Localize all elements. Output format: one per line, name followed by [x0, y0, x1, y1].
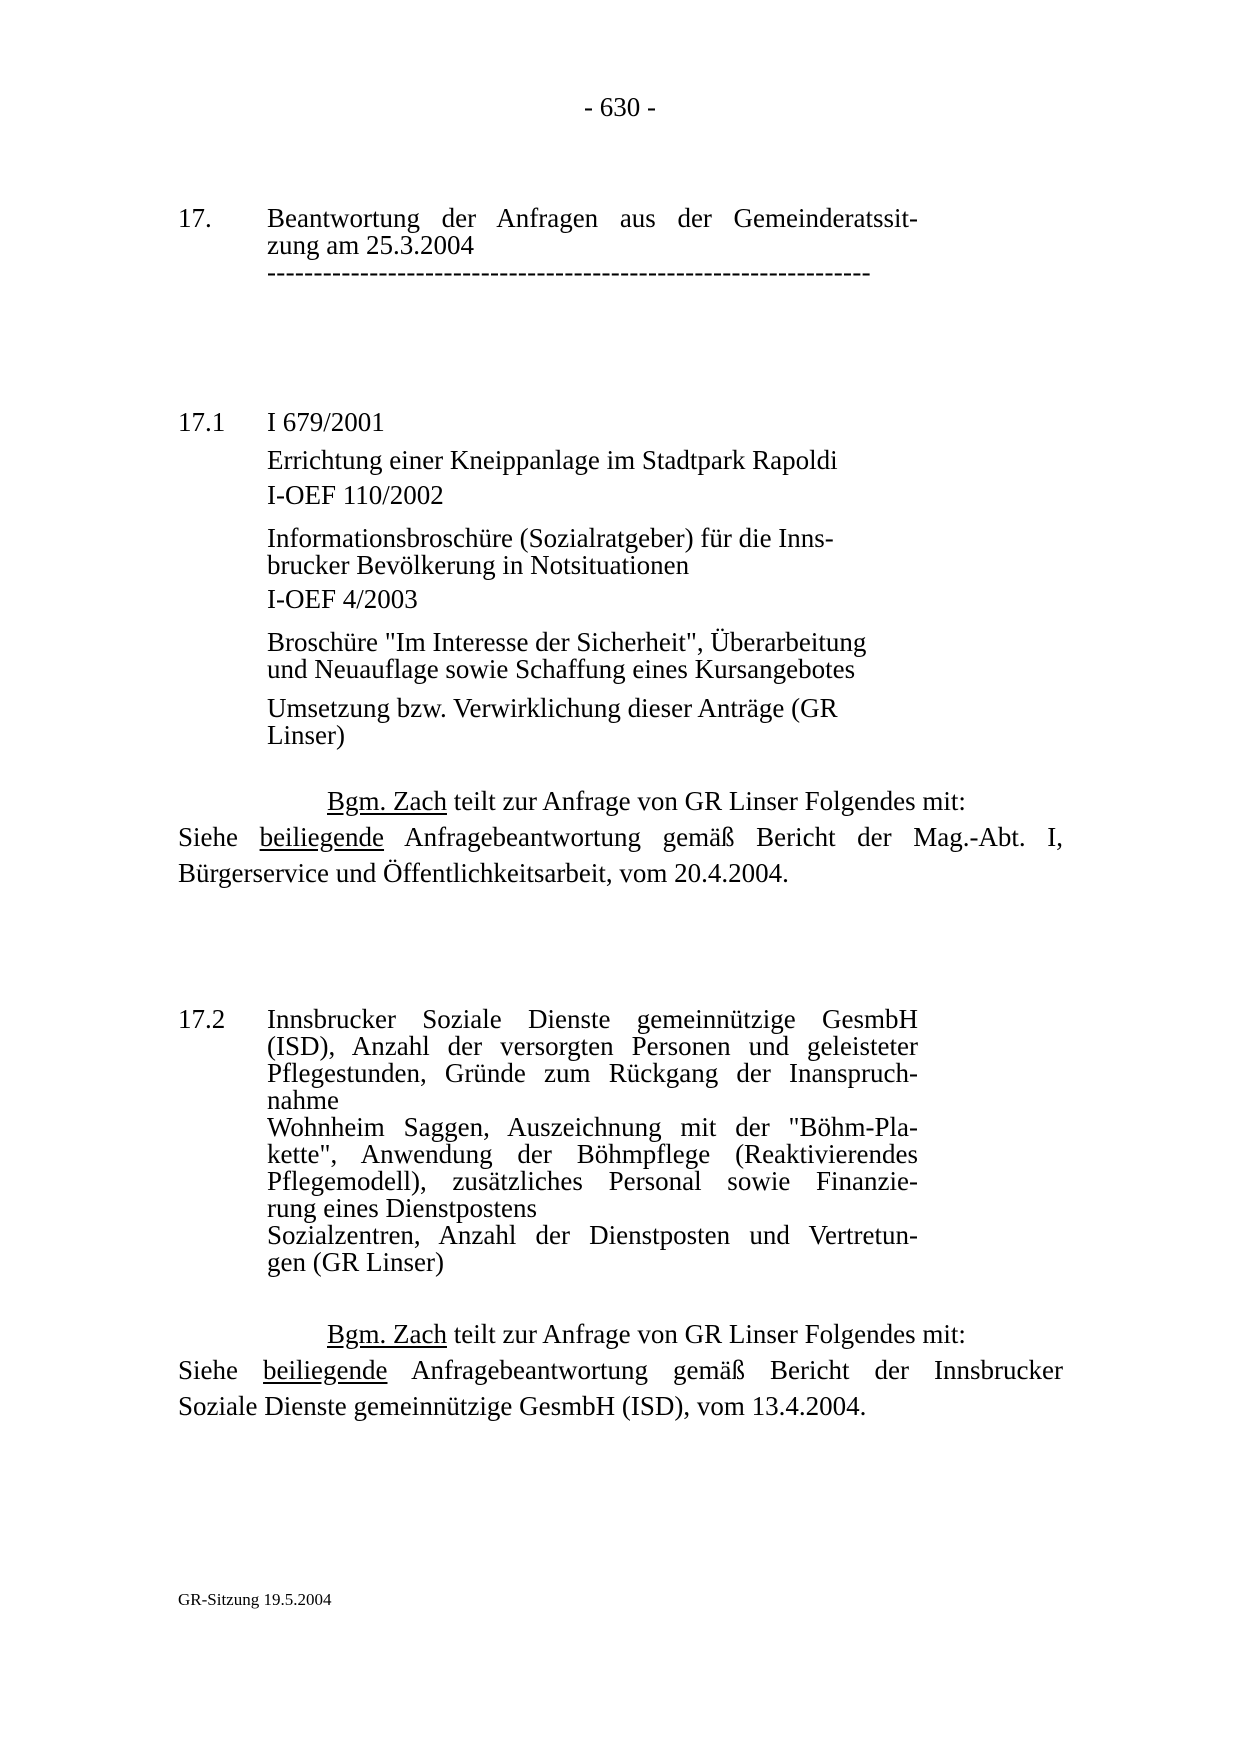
item-subject-1: Errichtung einer Kneippanlage im Stadtpark Rapoldi [267, 445, 838, 475]
siehe-word: Siehe [178, 1355, 238, 1385]
item-17-2-line-3: Pflegestunden, Gründe zum Rückgang der Inanspruch- [267, 1058, 918, 1088]
speaker-name: Bgm. Zach [327, 1319, 447, 1349]
section-number: 17. [178, 203, 212, 233]
response-line-2-rest: Anfragebeantwortung gemäß Bericht der Innsbrucker [411, 1355, 1064, 1385]
attachment-reference: beiliegende [259, 822, 385, 852]
item-subject-2-line-1: Informationsbroschüre (Sozialratgeber) für die Inns- [267, 523, 834, 553]
section-underline-rule: ----------------------------------------------------------------- [267, 259, 871, 286]
item-closing-line-2: Linser) [267, 720, 345, 750]
response-intro-text: teilt zur Anfrage von GR Linser Folgendes mit: [446, 1319, 966, 1349]
item-17-2-line-2: (ISD), Anzahl der versorgten Personen und geleisteter [267, 1031, 918, 1061]
item-17-2-line-10: gen (GR Linser) [267, 1247, 444, 1277]
item-closing [267, 695, 918, 749]
response-line-2-rest: Anfragebeantwortung gemäß Bericht der Mag.-Abt. I, [404, 822, 1063, 852]
item-17-2-line-6: kette", Anwendung der Böhmpflege (Reaktivierendes [267, 1139, 918, 1169]
item-17-2-line-9: Sozialzentren, Anzahl der Dienstposten und Vertretun- [267, 1220, 918, 1250]
item-number-17-2: 17.2 [178, 1004, 226, 1034]
item-ref-1: I 679/2001 [267, 407, 385, 437]
response-line-2 [178, 1352, 1063, 1388]
section-title-line-2: zung am 25.3.2004 [267, 230, 474, 260]
page-footer: GR-Sitzung 19.5.2004 [178, 1590, 332, 1609]
item-17-2-line-7: Pflegemodell), zusätzliches Personal sowie Finanzie- [267, 1166, 918, 1196]
response-line-2 [178, 819, 1063, 855]
item-17-2-description [267, 1006, 918, 1276]
item-number-17-1: 17.1 [178, 407, 226, 437]
item-subject-3-line-1: Broschüre "Im Interesse der Sicherheit", Überarbeitung [267, 627, 867, 657]
response-intro-text: teilt zur Anfrage von GR Linser Folgendes mit: [446, 786, 966, 816]
siehe-word: Siehe [178, 822, 238, 852]
item-17-2-line-4: nahme [267, 1085, 339, 1115]
section-title [267, 205, 918, 259]
item-17-2-line-5: Wohnheim Saggen, Auszeichnung mit der "Böhm-Pla- [267, 1112, 918, 1142]
page-number: - 630 - [584, 92, 656, 122]
item-17-2-line-1: Innsbrucker Soziale Dienste gemeinnützige GesmbH [267, 1004, 918, 1034]
item-subject-2 [267, 525, 918, 579]
response-paragraph-17-2 [178, 1316, 1063, 1424]
item-closing-line-1: Umsetzung bzw. Verwirklichung dieser Anträge (GR [267, 693, 838, 723]
response-paragraph-17-1 [178, 783, 1063, 891]
response-intro-line [178, 1316, 1063, 1352]
item-17-2-line-8: rung eines Dienstpostens [267, 1193, 537, 1223]
speaker-name: Bgm. Zach [327, 786, 447, 816]
item-subject-3 [267, 629, 918, 683]
item-ref-2: I-OEF 110/2002 [267, 480, 444, 510]
attachment-reference: beiliegende [263, 1355, 388, 1385]
item-ref-3: I-OEF 4/2003 [267, 584, 418, 614]
section-title-line-1: Beantwortung der Anfragen aus der Gemeinderatssit- [267, 203, 918, 233]
response-intro-line [178, 783, 1063, 819]
response-line-3: Bürgerservice und Öffentlichkeitsarbeit, vom 20.4.2004. [178, 858, 789, 888]
item-subject-2-line-2: brucker Bevölkerung in Notsituationen [267, 550, 690, 580]
item-subject-3-line-2: und Neuauflage sowie Schaffung eines Kursangebotes [267, 654, 856, 684]
response-line-3: Soziale Dienste gemeinnützige GesmbH (ISD), vom 13.4.2004. [178, 1391, 867, 1421]
